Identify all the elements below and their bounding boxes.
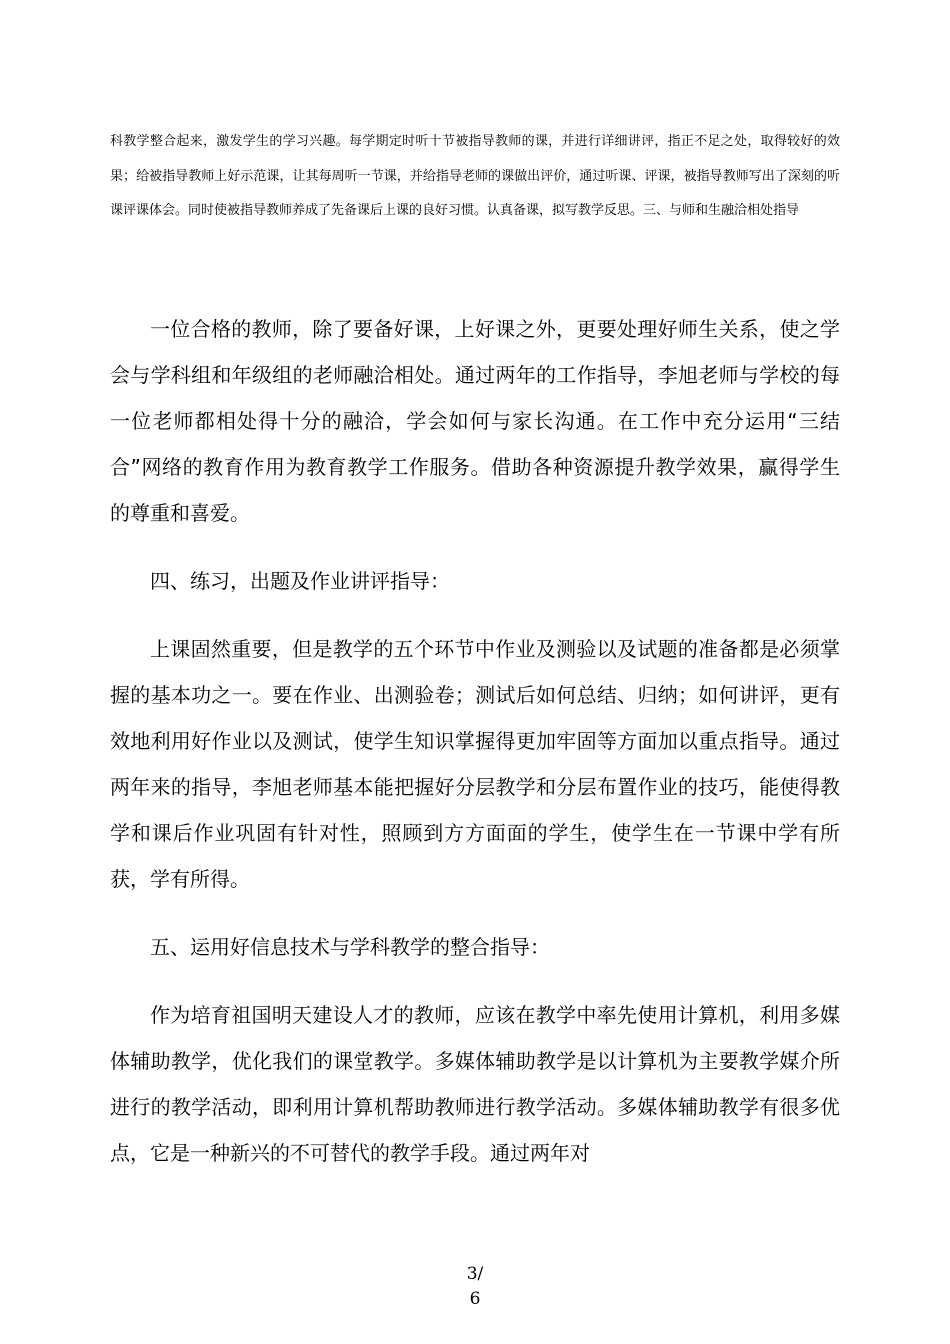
paragraph-exercises: 上课固然重要，但是教学的五个环节中作业及测验以及试题的准备都是必须掌握的基本功之一。要在作业、出测验卷；测试后如何总结、归纳；如何讲评，更有效地利用好作业以及测试，使学生知识掌握得更加牢固等方面加以重点指导。通过两年来的指导，李旭老师基本能把握好分层教学和分层布置作业的技巧，能使得教学和课后作业巩固有针对性，照顾到方方面面的学生，使学生在一节课中学有所获，学有所得。 [110, 637, 840, 891]
paragraph-teacher-relations: 一位合格的教师，除了要备好课，上好课之外，更要处理好师生关系，使之学会与学科组和年级组的老师融洽相处。通过两年的工作指导，李旭老师与学校的每一位老师都相处得十分的融洽，学会如何与家长沟通。在工作中充分运用“三结合”网络的教育作用为教育教学工作服务。借助各种资源提升教学效果，赢得学生的尊重和喜爱。 [110, 317, 840, 525]
heading-exercises-guidance: 四、练习，出题及作业讲评指导： [150, 569, 450, 593]
paragraph-it-integration: 作为培育祖国明天建设人才的教师，应该在教学中率先使用计算机，利用多媒体辅助教学，优化我们的课堂教学。多媒体辅助教学是以计算机为主要教学媒介所进行的教学活动，即利用计算机帮助教师进行教学活动。多媒体辅助教学有很多优点，它是一种新兴的不可替代的教学手段。通过两年对 [110, 1003, 840, 1165]
intro-paragraph: 科教学整合起来，激发学生的学习兴趣。每学期定时听十节被指导教师的课，并进行详细讲评，指正不足之处，取得较好的效果；给被指导教师上好示范课，让其每周听一节课，并给指导老师的课做出评价，通过听课、评课，被指导教师写出了深刻的听课评课体会。同时使被指导教师养成了先备课后上课的良好习惯。认真备课，拟写教学反思。三、与师和生融洽相处指导 [110, 134, 840, 218]
page-number: 3/ 6 [466, 1264, 484, 1309]
heading-it-integration: 五、运用好信息技术与学科教学的整合指导： [150, 935, 550, 959]
body-text [110, 306, 840, 1198]
